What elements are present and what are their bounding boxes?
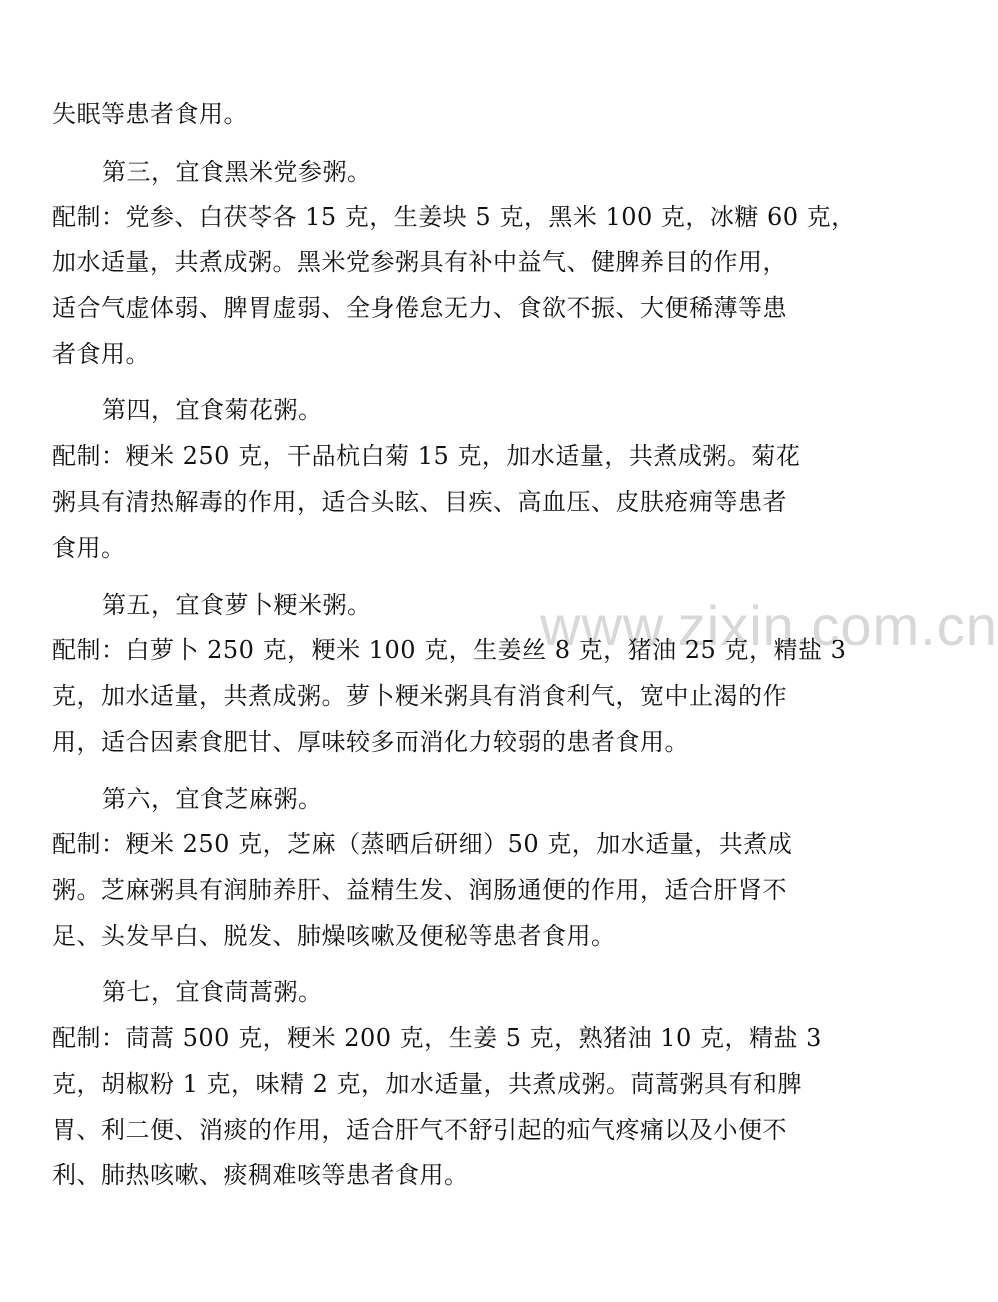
section-7-line-3: 胃、利二便、消痰的作用，适合肝气不舒引起的疝气疼痛以及小便不 xyxy=(52,1116,787,1144)
section-7-line-1: 配制：茼蒿 500 克，粳米 200 克，生姜 5 克，熟猪油 10 克，精盐 3 xyxy=(52,1024,822,1052)
section-3-line-4: 者食用。 xyxy=(52,340,150,368)
section-4-line-3: 食用。 xyxy=(52,534,126,562)
section-3-line-3: 适合气虚体弱、脾胃虚弱、全身倦怠无力、食欲不振、大便稀薄等患 xyxy=(52,294,787,322)
section-heading-7: 第七，宜食茼蒿粥。 xyxy=(102,978,323,1006)
section-heading-3: 第三，宜食黑米党参粥。 xyxy=(102,158,372,186)
section-7-line-2: 克，胡椒粉 1 克，味精 2 克，加水适量，共煮成粥。茼蒿粥具有和脾 xyxy=(52,1070,803,1098)
section-heading-6: 第六，宜食芝麻粥。 xyxy=(102,785,323,813)
section-6-line-2: 粥。芝麻粥具有润肺养肝、益精生发、润肠通便的作用，适合肝肾不 xyxy=(52,876,787,904)
section-3-line-1: 配制：党参、白茯苓各 15 克，生姜块 5 克，黑米 100 克，冰糖 60 克， xyxy=(52,203,856,231)
section-5-line-3: 用，适合因素食肥甘、厚味较多而消化力较弱的患者食用。 xyxy=(52,728,689,756)
section-5-line-1: 配制：白萝卜 250 克，粳米 100 克，生姜丝 8 克，猪油 25 克，精盐 3 xyxy=(52,636,847,664)
section-7-line-4: 利、肺热咳嗽、痰稠难咳等患者食用。 xyxy=(52,1161,469,1189)
intro-tail-line: 失眠等患者食用。 xyxy=(52,100,248,128)
section-6-line-1: 配制：粳米 250 克，芝麻（蒸晒后研细）50 克，加水适量，共煮成 xyxy=(52,830,793,858)
section-4-line-2: 粥具有清热解毒的作用，适合头眩、目疾、高血压、皮肤疮痈等患者 xyxy=(52,488,787,516)
section-5-line-2: 克，加水适量，共煮成粥。萝卜粳米粥具有消食利气，宽中止渴的作 xyxy=(52,682,787,710)
section-6-line-3: 足、头发早白、脱发、肺燥咳嗽及便秘等患者食用。 xyxy=(52,922,616,950)
section-heading-4: 第四，宜食菊花粥。 xyxy=(102,396,323,424)
watermark: www.zixin.com.cn xyxy=(540,594,998,657)
section-heading-5: 第五，宜食萝卜粳米粥。 xyxy=(102,591,372,619)
section-3-line-2: 加水适量，共煮成粥。黑米党参粥具有补中益气、健脾养目的作用， xyxy=(52,248,787,276)
section-4-line-1: 配制：粳米 250 克，干品杭白菊 15 克，加水适量，共煮成粥。菊花 xyxy=(52,442,801,470)
